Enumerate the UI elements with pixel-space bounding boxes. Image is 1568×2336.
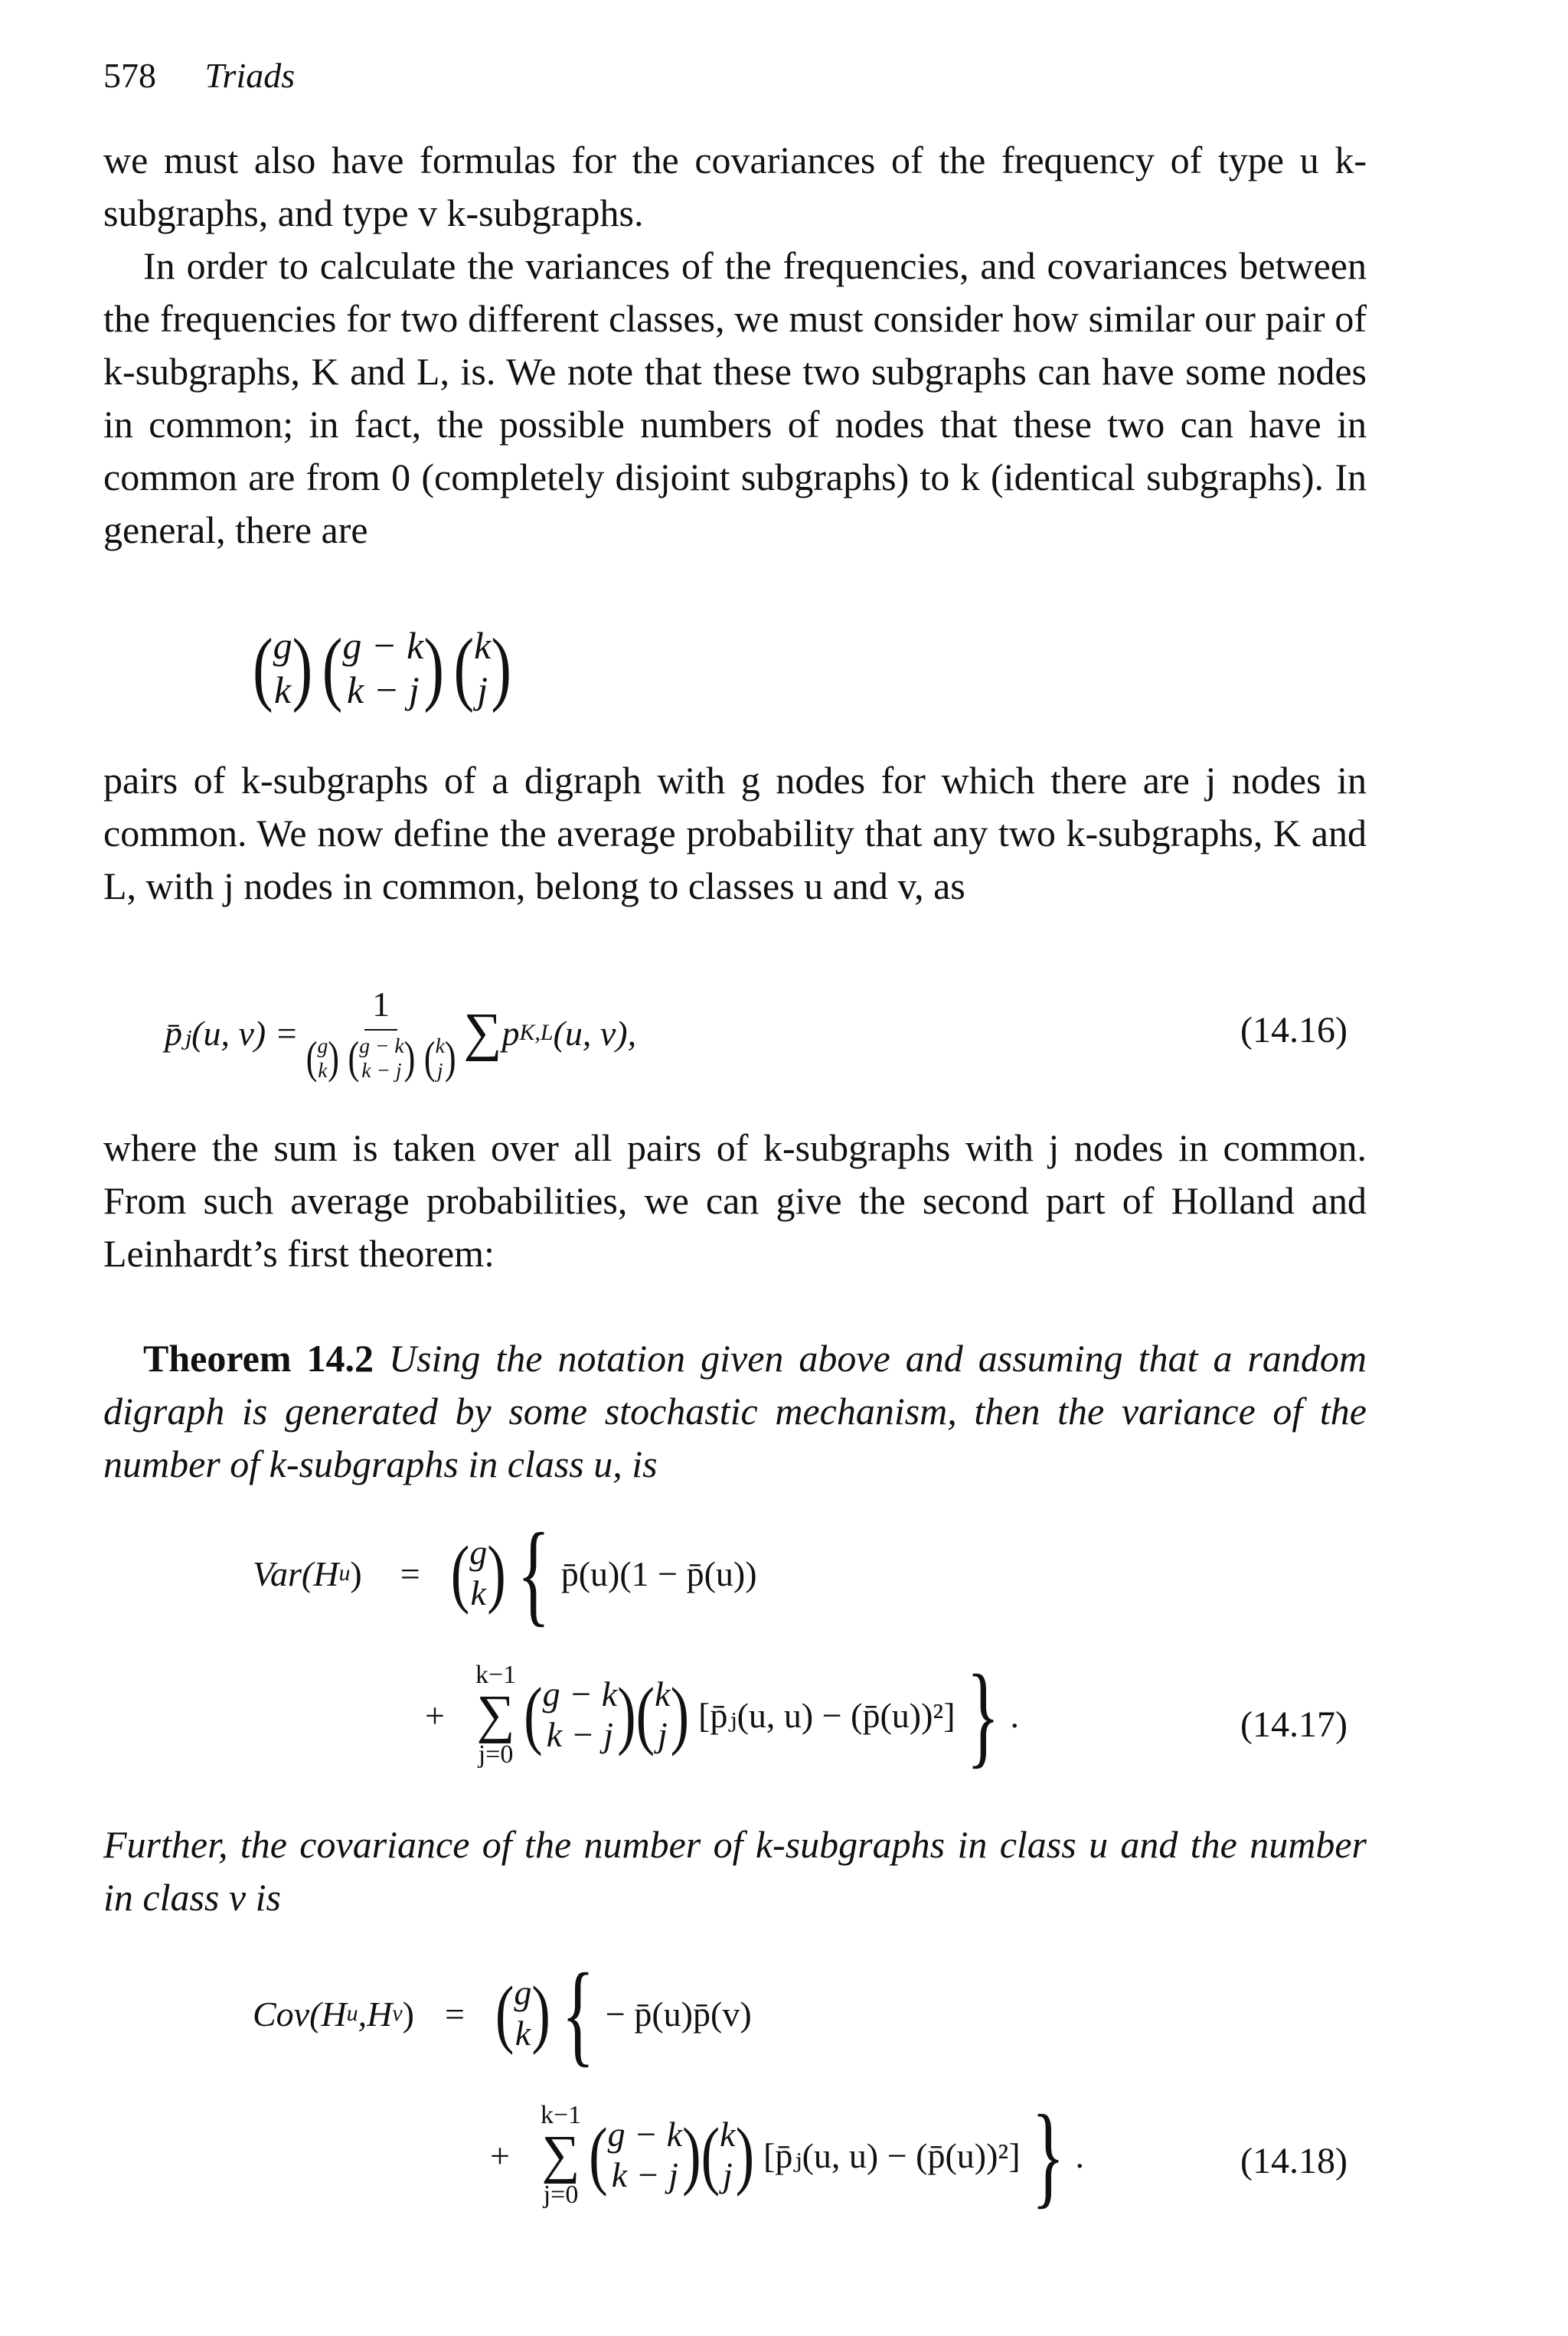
equation-14-18-line-2: + k−1 ∑ j=0 ( g − k k − j ) ( k j ) [p̄ⱼ(u, u) − (p̄(u))²] } . xyxy=(490,2092,1085,2219)
paragraph-1 xyxy=(103,134,1367,240)
paragraph-4 xyxy=(103,1122,1367,1280)
paragraph-3 xyxy=(103,754,1367,913)
eq17-line1-expr: p̄(u)(1 − p̄(u)) xyxy=(560,1554,757,1593)
eq18-line1-expr: − p̄(u)p̄(v) xyxy=(605,1994,752,2034)
theorem-label: Theorem 14.2 xyxy=(143,1337,374,1380)
paragraph-5-text: Further, the covariance of the number of k-subgraphs in class u and the number in class v is xyxy=(103,1823,1367,1919)
equation-14-17-line-2: + k−1 ∑ j=0 ( g − k k − j ) ( k j ) [p̄ⱼ(u, u) − (p̄(u))²] } . xyxy=(425,1652,1020,1779)
equation-14-16: p̄ⱼ(u, v) = 1 ( g k ) ( g − k k − j ) ( k j ) ∑ p K,L (u, v), xyxy=(165,985,637,1083)
paragraph-2 xyxy=(103,240,1367,557)
page-number: 578 xyxy=(103,56,156,95)
binomial-product-display xyxy=(253,624,511,712)
eq16-fraction: 1 ( g k ) ( g − k k − j ) ( k j ) xyxy=(305,985,456,1083)
theorem-14-2 xyxy=(103,1332,1367,1491)
sum-operator: k−1 ∑ j=0 xyxy=(475,1661,517,1769)
binom-k-j: ( k j ) xyxy=(453,622,511,714)
sum-operator-2: k−1 ∑ j=0 xyxy=(540,2101,582,2209)
equation-number-14-18: (14.18) xyxy=(1240,2141,1348,2181)
binom-gk-kj: ( g − k k − j ) xyxy=(322,622,444,714)
paragraph-5 xyxy=(103,1818,1367,1924)
left-brace: { xyxy=(517,1510,550,1637)
equation-number-14-17: (14.17) xyxy=(1240,1704,1348,1745)
right-brace-2: } xyxy=(1031,2092,1065,2219)
paragraph-3-text: pairs of k-subgraphs of a digraph with g nodes for which there are j nodes in common. We now define the average probability that any two k-subgraphs, K and L, with j nodes in common, belong to classes u and v, as xyxy=(103,759,1367,907)
eq16-rhs: p xyxy=(501,1013,520,1053)
right-brace: } xyxy=(965,1652,1000,1779)
paragraph-2-text: In order to calculate the variances of the frequencies, and covariances between the frequencies for two different classes, we must consider how similar our pair of k-subgraphs, K and L, is. We note that these two subgraphs can have some nodes in common; in fact, the possible numbers of nodes that these two can have in common are from 0 (completely disjoint subgraphs) to k (identical subgraphs). In general, there are xyxy=(103,244,1367,551)
equation-number-14-16: (14.16) xyxy=(1240,1010,1348,1050)
theorem-statement: Using the notation given above and assuming that a random digraph is generated by some stochastic mechanism, then the variance of the number of k-subgraphs in class u, is xyxy=(103,1337,1367,1485)
running-title: Triads xyxy=(204,56,296,95)
page-header xyxy=(103,55,295,96)
left-brace-2: { xyxy=(561,1950,595,2077)
paragraph-4-text: where the sum is taken over all pairs of k-subgraphs with j nodes in common. From such average probabilities, we can give the second part of Holland and Leinhardt’s first theorem: xyxy=(103,1126,1367,1275)
eq16-lhs: p̄ⱼ(u, v) = xyxy=(165,1014,299,1054)
binom-g-k: ( g k ) xyxy=(253,622,313,714)
sum-symbol: ∑ xyxy=(463,1003,502,1063)
equation-14-17-line-1: Var(H u ) = ( g k ) { p̄(u)(1 − p̄(u)) xyxy=(253,1510,757,1637)
paragraph-1-text: we must also have formulas for the covariances of the frequency of type u k-subgraphs, and type v k-subgraphs. xyxy=(103,139,1367,234)
equation-14-18-line-1: Cov(H u ,H v ) = ( g k ) { − p̄(u)p̄(v) xyxy=(253,1950,752,2077)
